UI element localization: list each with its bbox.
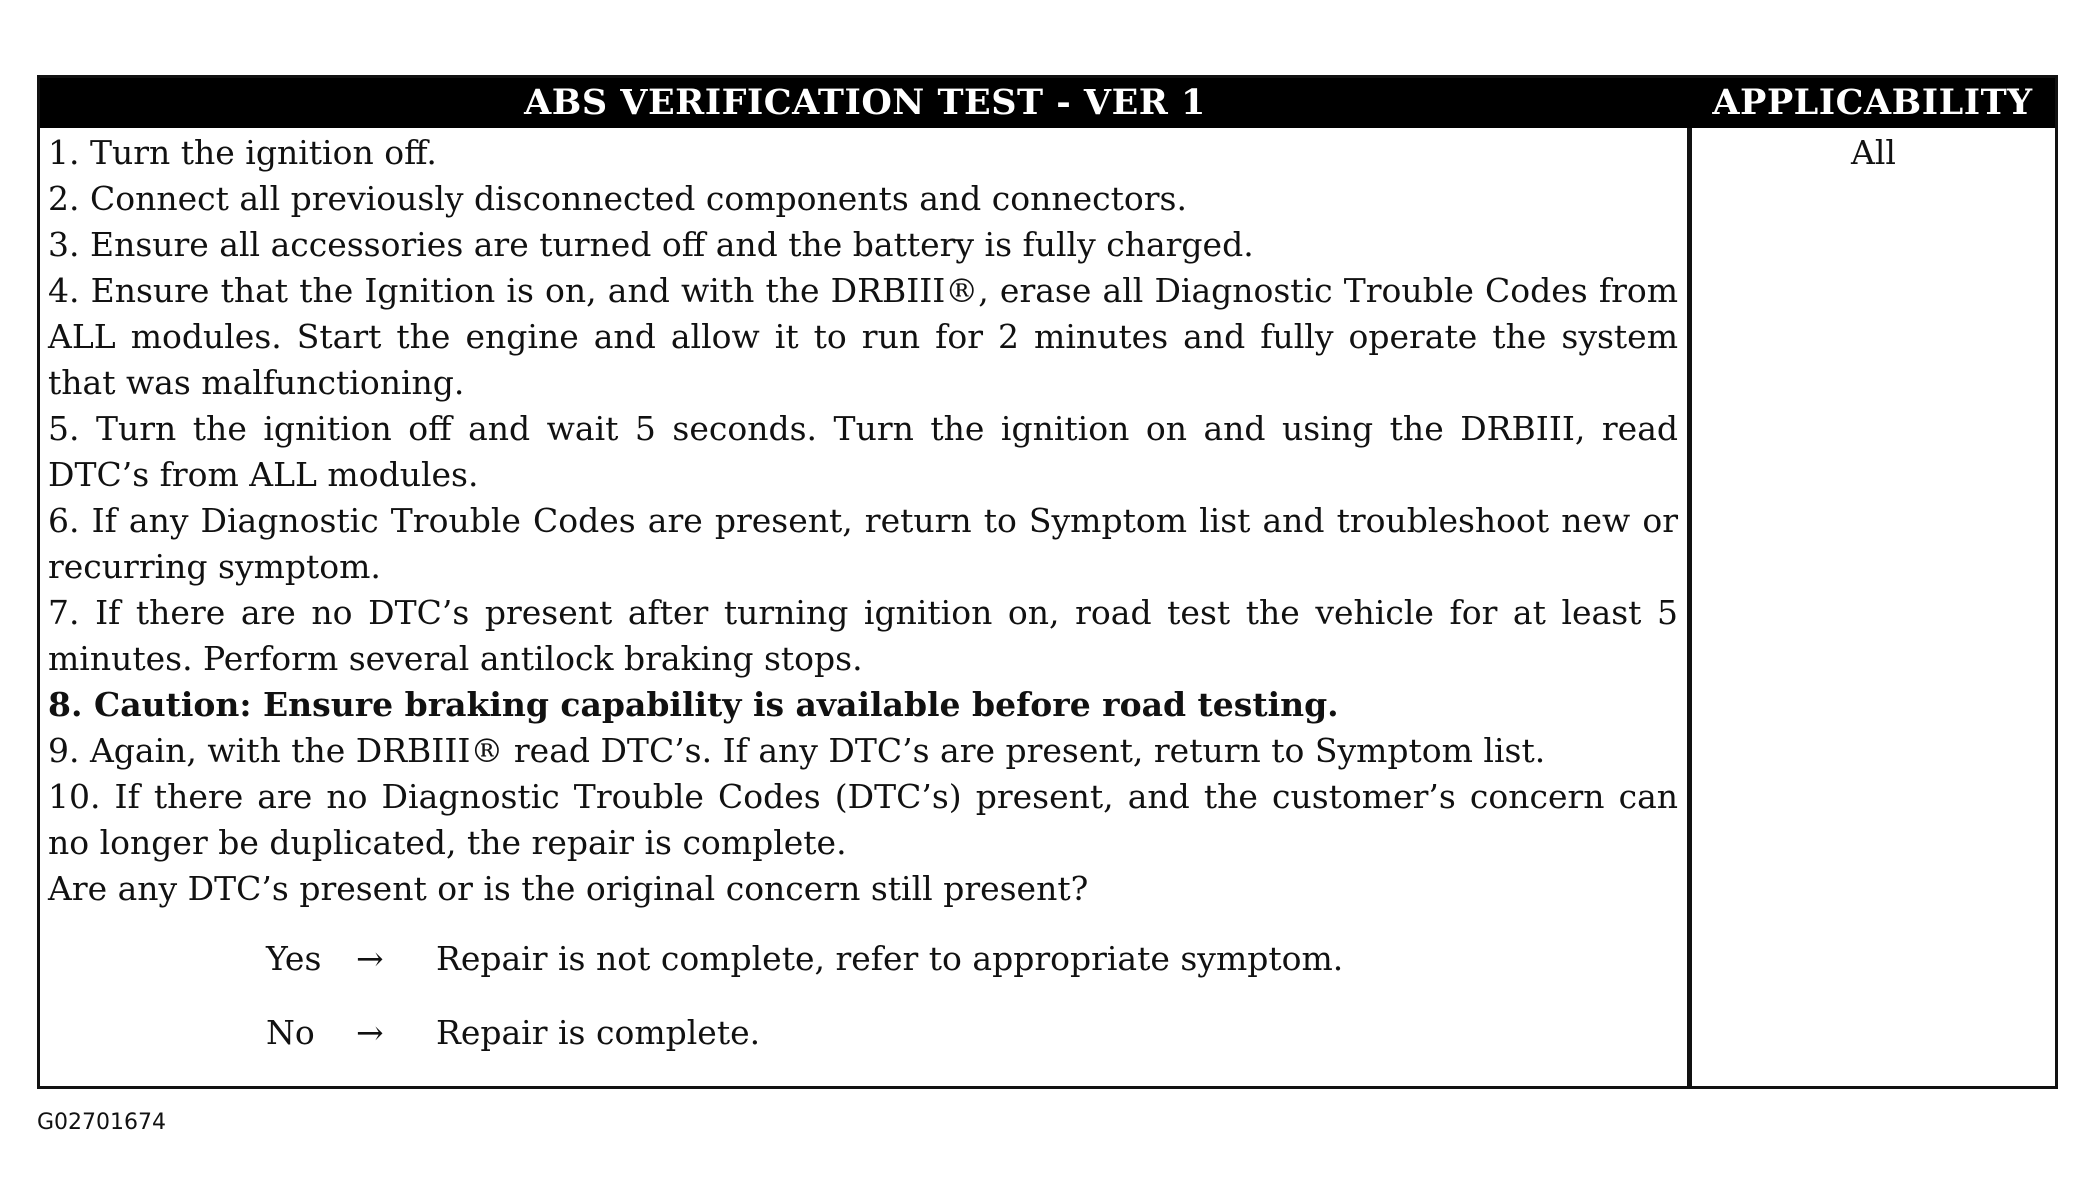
step-3: 3. Ensure all accessories are turned off and the battery is fully charged.: [48, 225, 1254, 264]
applicability-header: APPLICABILITY: [1690, 78, 2055, 128]
answer-yes: [266, 932, 1678, 1006]
answer-no-text: Repair is complete.: [436, 1013, 761, 1052]
step-9: 9. Again, with the DRBIII® read DTC’s. If any DTC’s are present, return to Symptom list.: [48, 731, 1546, 770]
step-10: 10. If there are no Diagnostic Trouble Codes (DTC’s) present, and the customer’s concern can no longer be duplicated, the repair is complete.: [48, 777, 1678, 862]
column-divider: [1687, 128, 1692, 1086]
step-2: 2. Connect all previously disconnected components and connectors.: [48, 179, 1187, 218]
right-arrow-icon: →: [356, 939, 384, 978]
procedure-steps: [48, 130, 1678, 1080]
test-title: ABS VERIFICATION TEST - VER 1: [40, 78, 1690, 128]
figure-id: G02701674: [37, 1110, 167, 1135]
step-6: 6. If any Diagnostic Trouble Codes are present, return to Symptom list and troubleshoot new or recurring symptom.: [48, 501, 1678, 586]
answer-yes-label: Yes: [266, 939, 322, 978]
step-5: 5. Turn the ignition off and wait 5 seconds. Turn the ignition on and using the DRBIII, read DTC’s from ALL modules.: [48, 409, 1678, 494]
verification-test-table: [37, 75, 2058, 1089]
step-8-caution: 8. Caution: Ensure braking capability is available before road testing.: [48, 685, 1339, 724]
answer-yes-text: Repair is not complete, refer to appropriate symptom.: [436, 939, 1344, 978]
verification-question: Are any DTC’s present or is the original concern still present?: [48, 869, 1089, 908]
right-arrow-icon: →: [356, 1013, 384, 1052]
answer-list: [266, 932, 1678, 1080]
step-1: 1. Turn the ignition off.: [48, 133, 437, 172]
answer-no-label: No: [266, 1013, 315, 1052]
answer-no: [266, 1006, 1678, 1080]
step-7: 7. If there are no DTC’s present after turning ignition on, road test the vehicle for at least 5 minutes. Perform several antilock braking stops.: [48, 593, 1678, 678]
applicability-value: All: [1851, 133, 1896, 172]
step-4: 4. Ensure that the Ignition is on, and with the DRBIII®, erase all Diagnostic Trouble Codes from ALL modules. Start the engine and allow it to run for 2 minutes and fully operate the system that was malfunctioning.: [48, 271, 1678, 402]
